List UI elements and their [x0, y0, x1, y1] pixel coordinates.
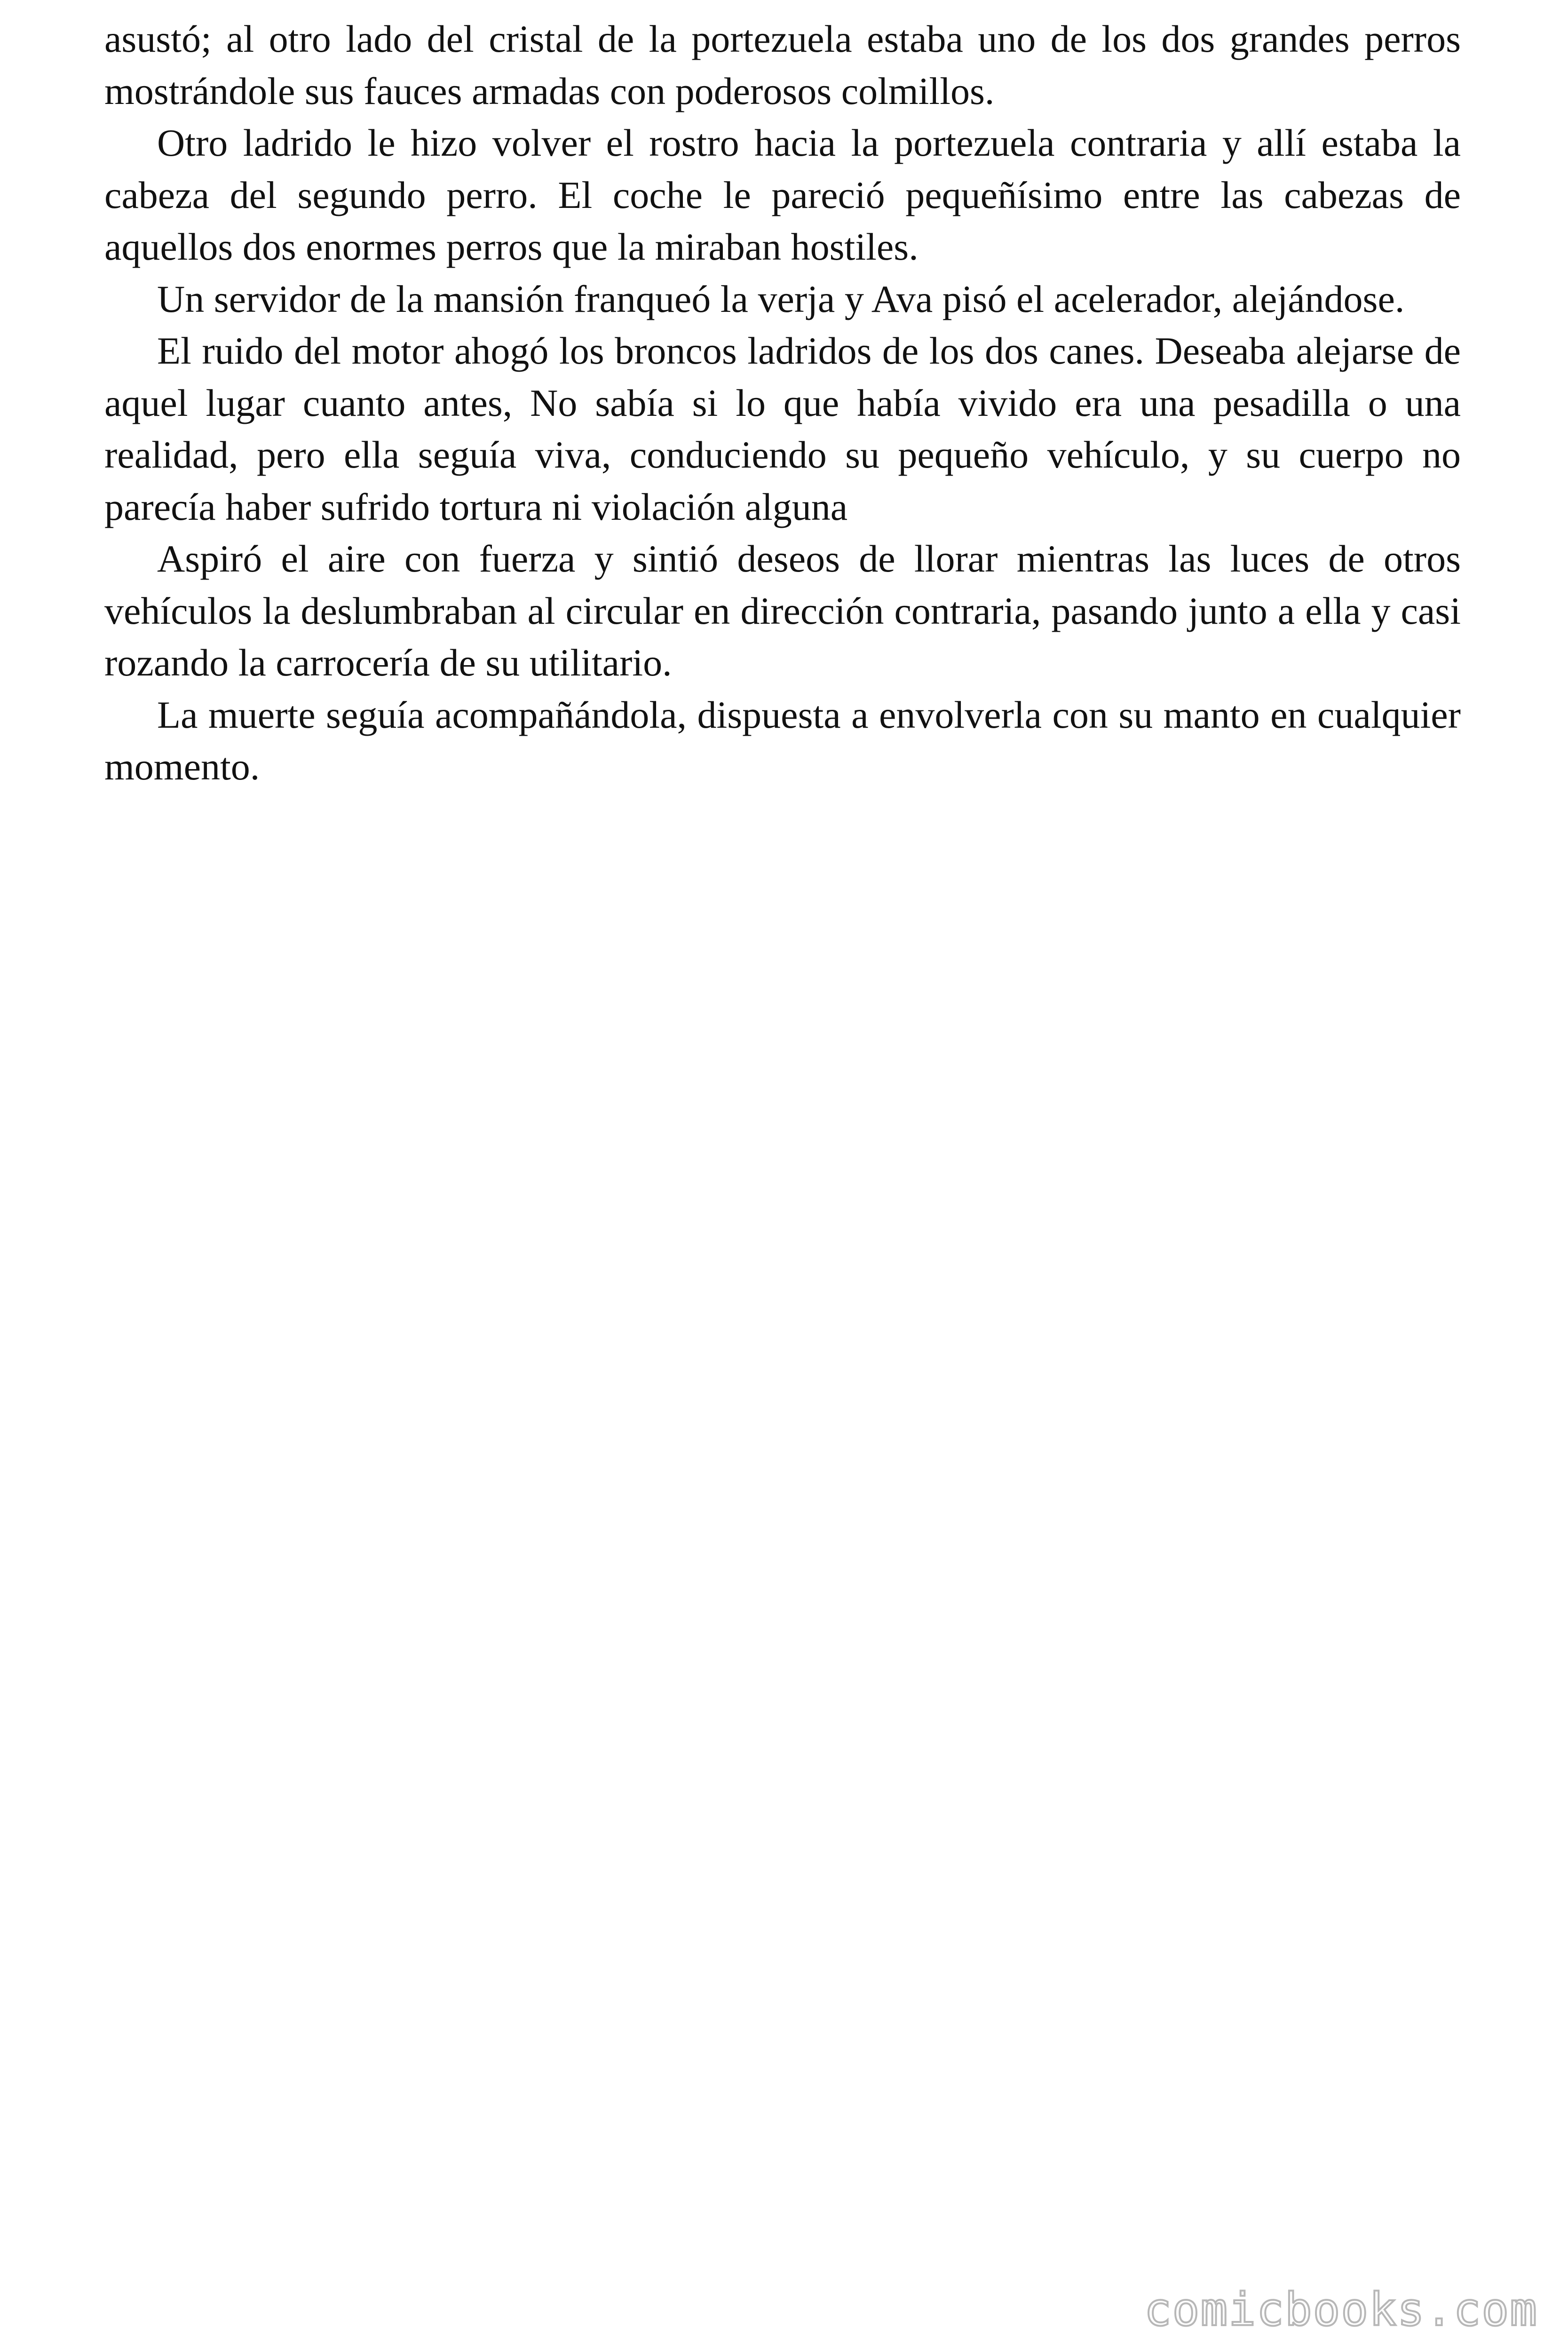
paragraph-5: Aspiró el aire con fuerza y sintió deseos de llorar mientras las luces de otros vehículos la deslumbraban al circular en dirección contraria, pasando junto a ella y casi rozando la carrocería de su utilitario.	[104, 537, 1461, 684]
paragraph-3: Un servidor de la mansión franqueó la verja y Ava pisó el acelerador, alejándose.	[157, 277, 1405, 320]
paragraph-1: asustó; al otro lado del cristal de la portezuela estaba uno de los dos grandes perros mostrándole sus fauces armadas con poderosos colmillos.	[104, 17, 1461, 112]
book-page-body	[104, 13, 1461, 793]
paragraph-4: El ruido del motor ahogó los broncos ladridos de los dos canes. Deseaba alejarse de aquel lugar cuanto antes, No sabía si lo que había vivido era una pesadilla o una realidad, pero ella seguía viva, conduciendo su pequeño vehículo, y su cuerpo no parecía haber sufrido tortura ni violación alguna	[104, 329, 1461, 528]
paragraph-6: La muerte seguía acompañándola, dispuesta a envolverla con su manto en cualquier momento.	[104, 693, 1461, 788]
site-watermark: comicbooks.com	[1144, 2283, 1538, 2336]
paragraph-2: Otro ladrido le hizo volver el rostro hacia la portezuela contraria y allí estaba la cabeza del segundo perro. El coche le pareció pequeñísimo entre las cabezas de aquellos dos enormes perros que la miraban hostiles.	[104, 121, 1461, 268]
